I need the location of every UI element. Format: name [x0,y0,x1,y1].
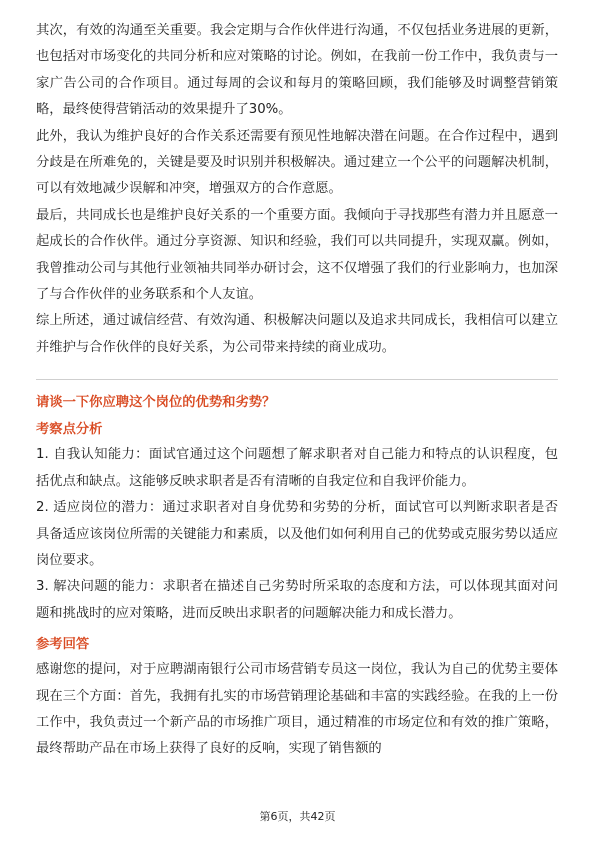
page-content [36,18,558,763]
question-title: 请谈一下你应聘这个岗位的优势和劣势？ [36,395,276,411]
analysis-point-2: 2. 适应岗位的潜力：通过求职者对自身优势和劣势的分析，面试官可以判断求职者是否具备适应该岗位所需的关键能力和素质，以及他们如何利用自己的优势或克服劣势以适应岗位要求。 [36,500,558,568]
intro-paragraph-communication: 其次，有效的沟通至关重要。我会定期与合作伙伴进行沟通，不仅包括业务进展的更新，也包括对市场变化的共同分析和应对策略的讨论。例如，在我前一份工作中，我负责与一家广告公司的合作项目。通过每周的会议和每月的策略回顾，我们能够及时调整营销策略，最终使得营销活动的效果提升了30%。 [36,23,558,118]
section-divider [36,379,558,380]
answer-heading: 参考回答 [36,637,90,653]
answer-paragraph: 感谢您的提问，对于应聘湖南银行公司市场营销专员这一岗位，我认为自己的优势主要体现在三个方面：首先，我拥有扎实的市场营销理论基础和丰富的实践经验。在我的上一份工作中，我负责过一个新产品的市场推广项目，通过精准的市场定位和有效的推广策略，最终帮助产品在市场上获得了良好的反响，实现了销售额的 [36,662,558,757]
analysis-heading: 考察点分析 [36,422,103,438]
page-footer: 第6页，共42页 [259,810,336,823]
intro-paragraph-problem-solving: 此外，我认为维护良好的合作关系还需要有预见性地解决潜在问题。在合作过程中，遇到分歧是在所难免的，关键是要及时识别并积极解决。通过建立一个公平的问题解决机制，可以有效地减少误解和冲突，增强双方的合作意愿。 [36,128,558,197]
intro-paragraph-summary: 综上所述，通过诚信经营、有效沟通、积极解决问题以及追求共同成长，我相信可以建立并维护与合作伙伴的良好关系，为公司带来持续的商业成功。 [36,313,558,355]
analysis-point-3: 3. 解决问题的能力：求职者在描述自己劣势时所采取的态度和方法，可以体现其面对问题和挑战时的应对策略，进而反映出求职者的问题解决能力和成长潜力。 [36,579,558,621]
intro-paragraph-growth: 最后，共同成长也是维护良好关系的一个重要方面。我倾向于寻找那些有潜力并且愿意一起成长的合作伙伴。通过分享资源、知识和经验，我们可以共同提升，实现双赢。例如，我曾推动公司与其他行业领袖共同举办研讨会，这不仅增强了我们的行业影响力，也加深了与合作伙伴的业务联系和个人友谊。 [36,207,558,303]
analysis-point-1: 1. 自我认知能力：面试官通过这个问题想了解求职者对自己能力和特点的认识程度，包括优点和缺点。这能够反映求职者是否有清晰的自我定位和自我评价能力。 [36,447,558,489]
